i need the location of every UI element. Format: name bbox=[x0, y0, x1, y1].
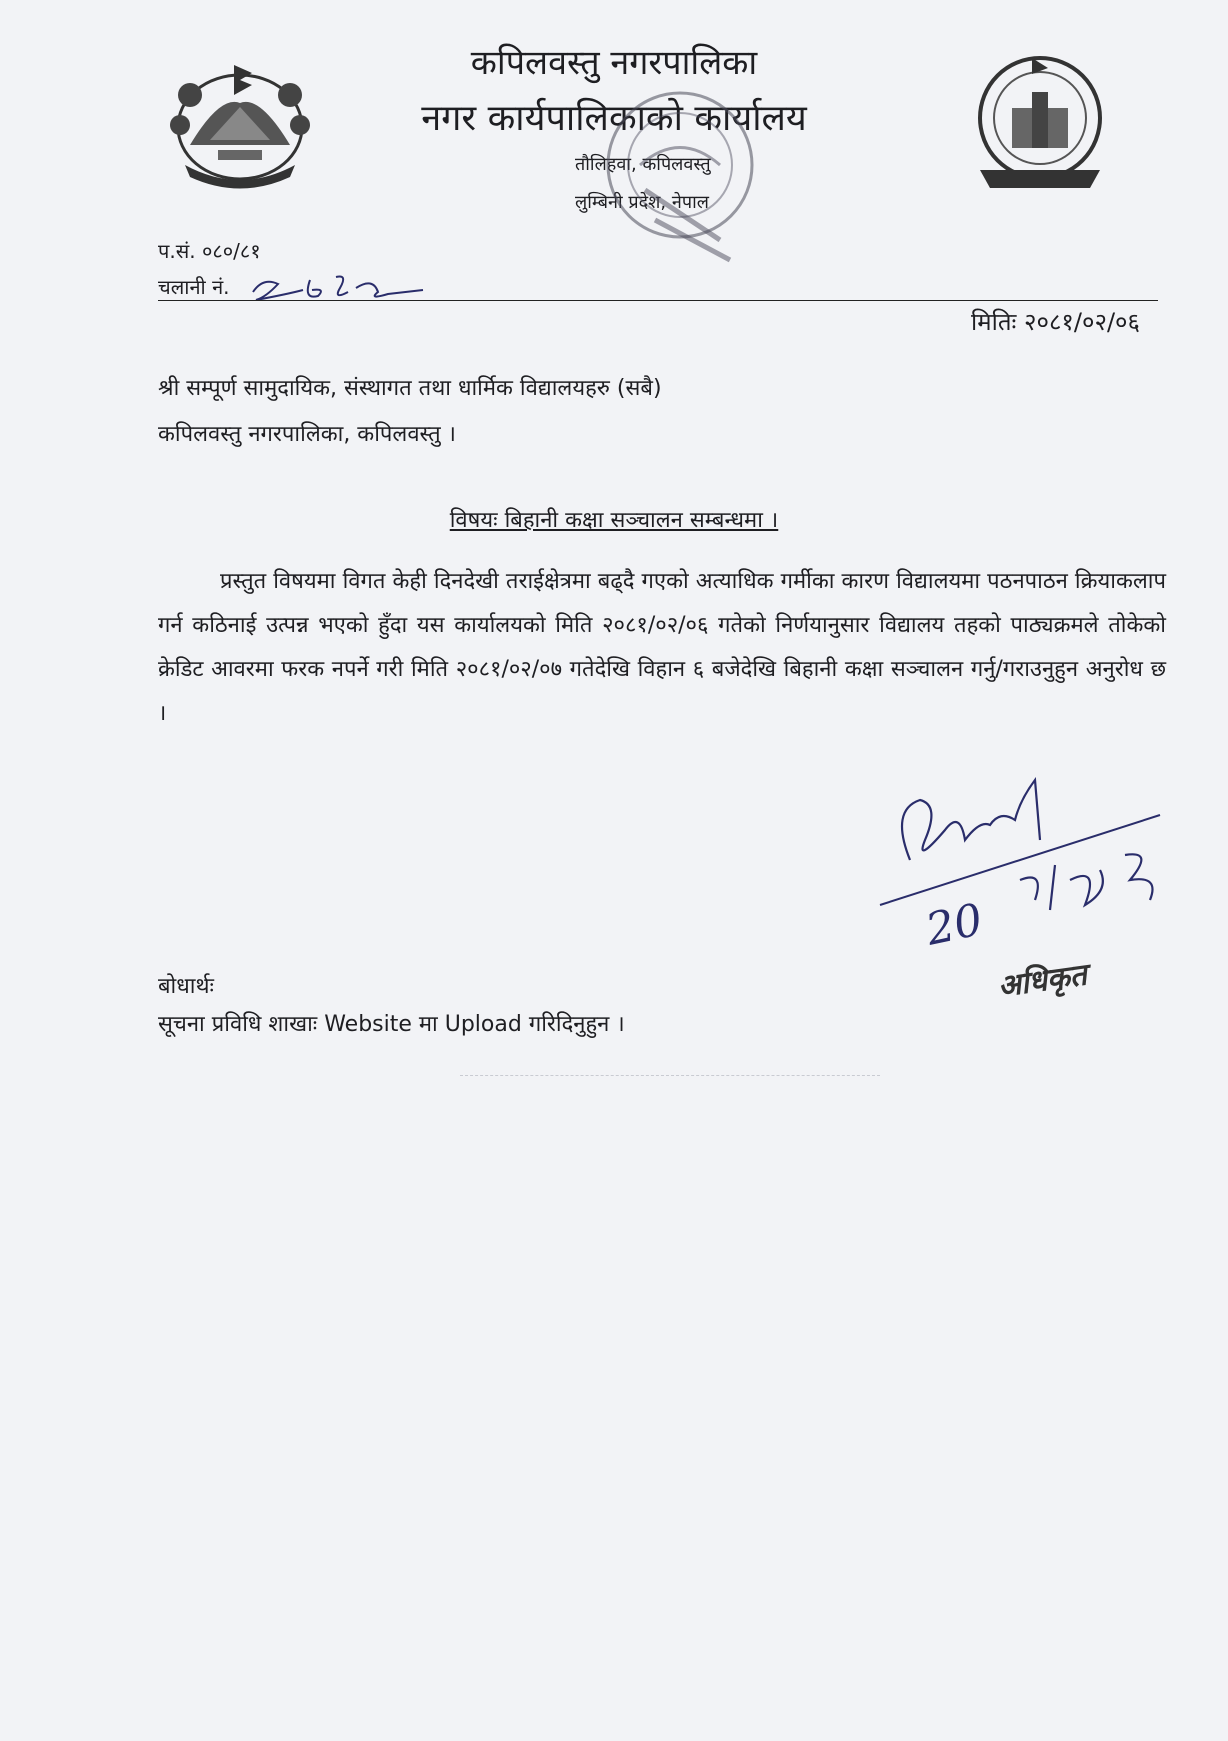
address-line-2: लुम्बिनी प्रदेश, नेपाल bbox=[575, 192, 709, 213]
municipality-logo-icon bbox=[970, 50, 1110, 200]
addressee-line-2: कपिलवस्तु नगरपालिका, कपिलवस्तु । bbox=[158, 422, 456, 447]
reference-number: प.सं. ०८०/८१ bbox=[158, 239, 261, 263]
svg-text:20: 20 bbox=[921, 894, 988, 956]
letter-date: मितिः २०८१/०२/०६ bbox=[971, 308, 1140, 336]
dispatch-label: चलानी नं. bbox=[158, 275, 230, 299]
address-line-1: तौलिहवा, कपिलवस्तु bbox=[575, 154, 711, 175]
cc-line: सूचना प्रविधि शाखाः Website मा Upload गरिदिनुहुन । bbox=[158, 1012, 625, 1037]
municipality-name: कपिलवस्तु नगरपालिका bbox=[470, 43, 758, 83]
signature-image bbox=[870, 770, 1200, 970]
header-divider bbox=[158, 300, 1158, 301]
office-stamp-icon bbox=[560, 70, 790, 280]
bleed-through-divider bbox=[460, 1075, 880, 1076]
addressee-line-1: श्री सम्पूर्ण सामुदायिक, संस्थागत तथा धार्मिक विद्यालयहरु (सबै) bbox=[158, 376, 662, 401]
cc-label: बोधार्थः bbox=[158, 974, 214, 999]
subject-line bbox=[0, 504, 1228, 534]
authorized-stamp: अधिकृत bbox=[995, 957, 1089, 1005]
office-name: नगर कार्यपालिकाको कार्यालय bbox=[421, 98, 807, 139]
subject-text: विषयः बिहानी कक्षा सञ्चालन सम्बन्धमा । bbox=[449, 508, 779, 533]
letter-body: प्रस्तुत विषयमा विगत केही दिनदेखी तराईक्षेत्रमा बढ्दै गएको अत्याधिक गर्मीका कारण विद्यालयमा पठनपाठन क्रियाकलाप गर्न कठिनाई उत्पन्न भएको हुँदा यस कार्यालयको मिति २०८१/०२/०६ गतेको निर्णयानुसार विद्यालय तहको पाठ्यक्रमले तोकेको क्रेडिट आवरमा फरक नपर्ने गरी मिति २०८१/०२/०७ गतेदेखि विहान ६ बजेदेखि बिहानी कक्षा सञ्चालन गर्नु/गराउनुहुन अनुरोध छ । bbox=[158, 569, 1166, 726]
